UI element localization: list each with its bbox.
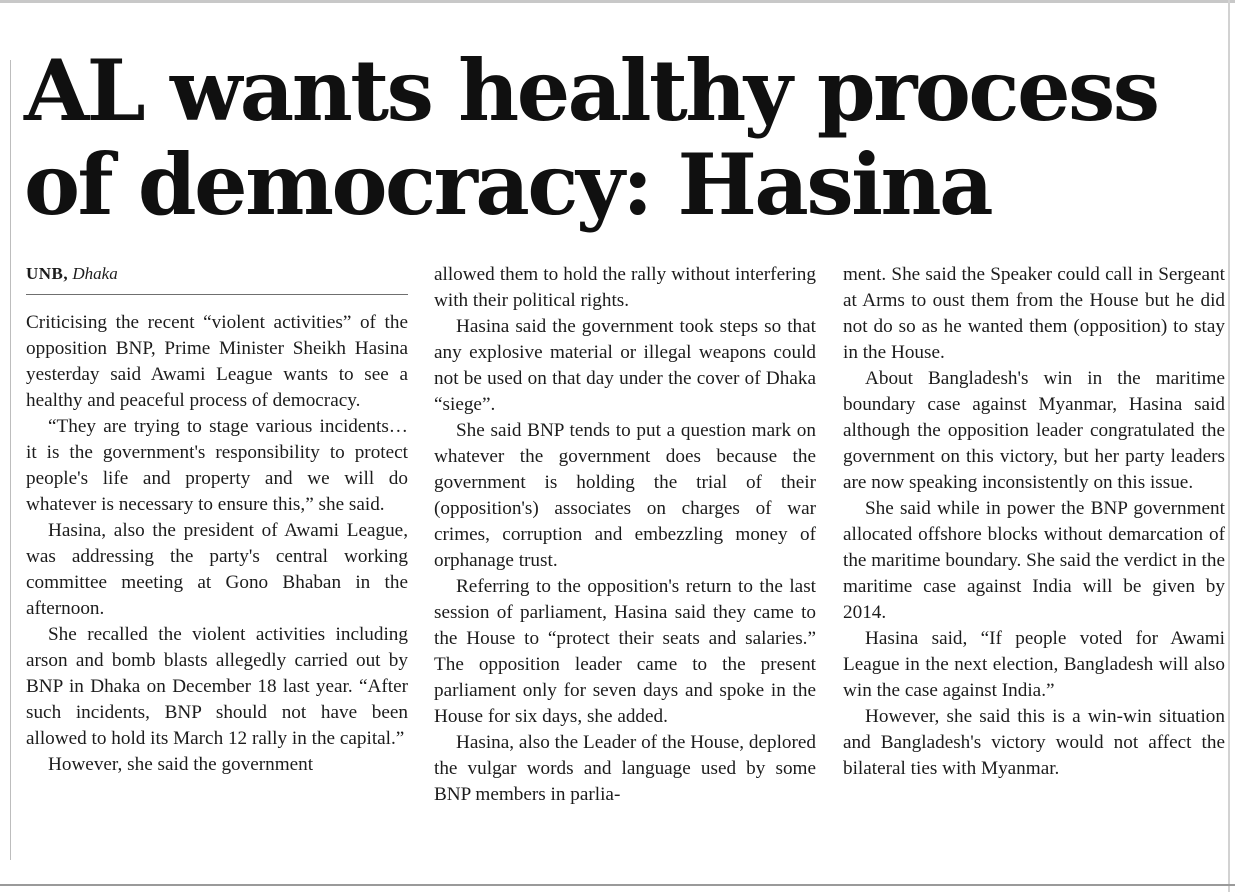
paragraph: She said BNP tends to put a question mark on whatever the government does because the government is holding the trial of their (opposition's) associates on charges of war crimes, corruption and embezzling money of orphanage trust. (434, 420, 816, 571)
paragraph: About Bangladesh's win in the maritime boundary case against Myanmar, Hasina said although the opposition leader congratulated the government on this victory, but her party leaders are now speaking inconsistently on this issue. (843, 368, 1225, 493)
article-column-2 (434, 262, 816, 808)
paragraph: “They are trying to stage various incidents… it is the government's responsibility to protect people's life and property and we will do whatever is necessary to ensure this,” she said. (26, 416, 408, 515)
paragraph: However, she said this is a win-win situation and Bangladesh's victory would not affect the bilateral ties with Myanmar. (843, 706, 1225, 779)
byline-rule (26, 294, 408, 295)
paragraph: Hasina said the government took steps so that any explosive material or illegal weapons could not be used on that day under the cover of Dhaka “siege”. (434, 316, 816, 415)
paragraph: She said while in power the BNP government allocated offshore blocks without demarcation of the maritime boundary. She said the verdict in the maritime case against India will be given by 2014. (843, 498, 1225, 623)
left-column-rule (10, 60, 11, 860)
paragraph: Referring to the opposition's return to the last session of parliament, Hasina said they came to the House to “protect their seats and salaries.” The opposition leader came to the present parliament only for seven days and spoke in the House for six days, she added. (434, 576, 816, 727)
article-column-1 (26, 310, 408, 778)
article-column-3 (843, 262, 1225, 782)
top-rule (0, 0, 1235, 3)
byline-place: Dhaka (72, 264, 118, 283)
headline-line-1: AL wants healthy process (24, 41, 1158, 140)
paragraph: ment. She said the Speaker could call in Sergeant at Arms to oust them from the House but he did not do so as he wanted them (opposition) to stay in the House. (843, 264, 1225, 363)
byline-agency: UNB, (26, 264, 69, 283)
paragraph: However, she said the government (48, 754, 314, 775)
paragraph: Criticising the recent “violent activities” of the opposition BNP, Prime Minister Sheikh Hasina yesterday said Awami League wants to see a healthy and peaceful process of democracy. (26, 312, 408, 411)
byline (26, 262, 408, 286)
headline-line-2: of democracy: Hasina (24, 135, 992, 234)
right-edge-rule (1228, 0, 1230, 892)
paragraph: allowed them to hold the rally without interfering with their political rights. (434, 264, 816, 311)
paragraph: Hasina, also the president of Awami League, was addressing the party's central working committee meeting at Gono Bhaban in the afternoon. (26, 520, 408, 619)
paragraph: Hasina said, “If people voted for Awami League in the next election, Bangladesh will also win the case against India.” (843, 628, 1225, 701)
bottom-rule (0, 884, 1235, 886)
paragraph: She recalled the violent activities including arson and bomb blasts allegedly carried out by BNP in Dhaka on December 18 last year. “After such incidents, BNP should not have been allowed to hold its March 12 rally in the capital.” (26, 624, 408, 749)
headline (24, 41, 1224, 234)
paragraph: Hasina, also the Leader of the House, deplored the vulgar words and language used by some BNP members in parlia- (434, 732, 816, 805)
